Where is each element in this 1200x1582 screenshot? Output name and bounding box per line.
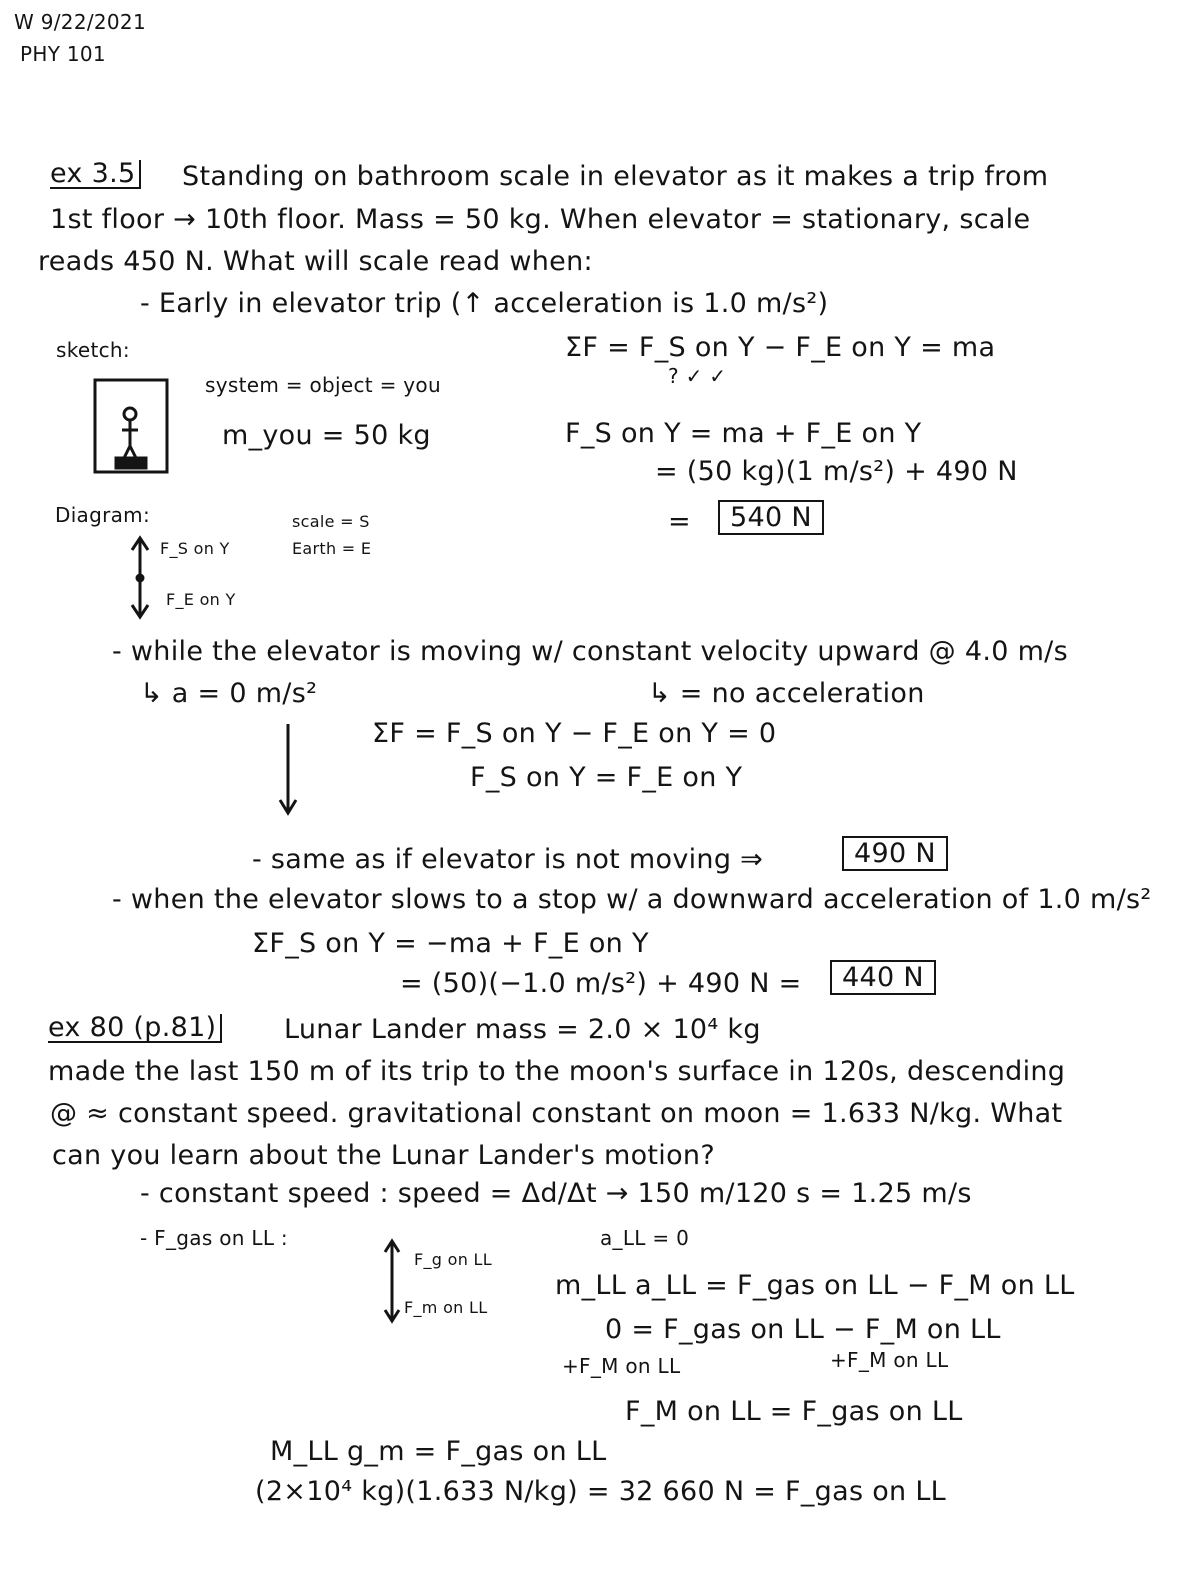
diagram-label: Diagram: [55,503,151,527]
no-acceleration: ↳ = no acceleration [648,678,925,709]
net-force-zero: ΣF = F_S on Y − F_E on Y = 0 [372,718,777,749]
mass-def: m_you = 50 kg [222,420,431,451]
problem-line: @ ≈ constant speed. gravitational constant on moon = 1.633 N/kg. What [50,1098,1063,1129]
lander-force-arrows [385,1241,399,1321]
final-calc: (2×10⁴ kg)(1.633 N/kg) = 32 660 N = F_gas on LL [255,1476,947,1507]
problem-line: can you learn about the Lunar Lander's motion? [52,1140,715,1171]
force-substitution: = (50 kg)(1 m/s²) + 490 N [655,456,1018,487]
sketch-label: sketch: [56,338,130,362]
fgas-label: - F_gas on LL : [140,1226,288,1250]
fs-arrow-label: F_S on Y [160,539,230,558]
scale-key: scale = S [292,512,370,531]
part-c: - when the elevator slows to a stop w/ a downward acceleration of 1.0 m/s² [112,884,1152,915]
answer-box: 440 N [830,960,936,995]
problem-line: reads 450 N. What will scale read when: [38,246,593,277]
example-label: ex 80 (p.81) [48,1014,222,1043]
answer-box: 490 N [842,836,948,871]
weight-equation: M_LL g_m = F_gas on LL [270,1436,607,1467]
same-note: - same as if elevator is not moving ⇒ [252,844,764,875]
net-force-equation: ΣF = F_S on Y − F_E on Y = ma [565,332,996,363]
part-b: - while the elevator is moving w/ constant velocity upward @ 4.0 m/s [112,636,1068,667]
speed-calc: - constant speed : speed = Δd/Δt → 150 m/120 s = 1.25 m/s [140,1178,972,1209]
equal-forces: F_S on Y = F_E on Y [470,762,743,793]
earth-key: Earth = E [292,539,372,558]
zero-acceleration: ↳ a = 0 m/s² [140,678,318,709]
add-term-right: +F_M on LL [830,1348,949,1372]
add-term-left: +F_M on LL [562,1354,681,1378]
newton-equation: m_LL a_LL = F_gas on LL − F_M on LL [555,1270,1075,1301]
lander-acceleration: a_LL = 0 [600,1226,690,1250]
part-a: - Early in elevator trip (↑ acceleration is 1.0 m/s²) [140,288,829,319]
date: W 9/22/2021 [14,10,146,34]
net-force-slowing: ΣF_S on Y = −ma + F_E on Y [252,928,649,959]
problem-line: Standing on bathroom scale in elevator as it makes a trip from [182,161,1049,192]
balance-equation: F_M on LL = F_gas on LL [625,1396,963,1427]
elevator-sketch [95,380,167,472]
lander-mass: Lunar Lander mass = 2.0 × 10⁴ kg [284,1014,761,1045]
example-label: ex 3.5 [50,160,141,189]
answer-box: 540 N [718,500,824,535]
force-equation: F_S on Y = ma + F_E on Y [565,418,922,449]
problem-line: 1st floor → 10th floor. Mass = 50 kg. When elevator = stationary, scale [50,204,1031,235]
course: PHY 101 [20,42,106,66]
force-arrows [132,538,148,617]
zero-equation: 0 = F_gas on LL − F_M on LL [605,1314,1001,1345]
problem-line: made the last 150 m of its trip to the moon's surface in 120s, descending [48,1056,1066,1087]
equals-sign: = [668,506,691,537]
slowing-calc: = (50)(−1.0 m/s²) + 490 N = [400,968,802,999]
system-def: system = object = you [205,373,441,397]
up-arrow-label: F_g on LL [414,1250,492,1269]
fe-arrow-label: F_E on Y [166,590,236,609]
down-arrow [280,724,296,813]
down-arrow-label: F_m on LL [404,1298,488,1317]
check-marks: ? ✓ ✓ [668,364,727,388]
